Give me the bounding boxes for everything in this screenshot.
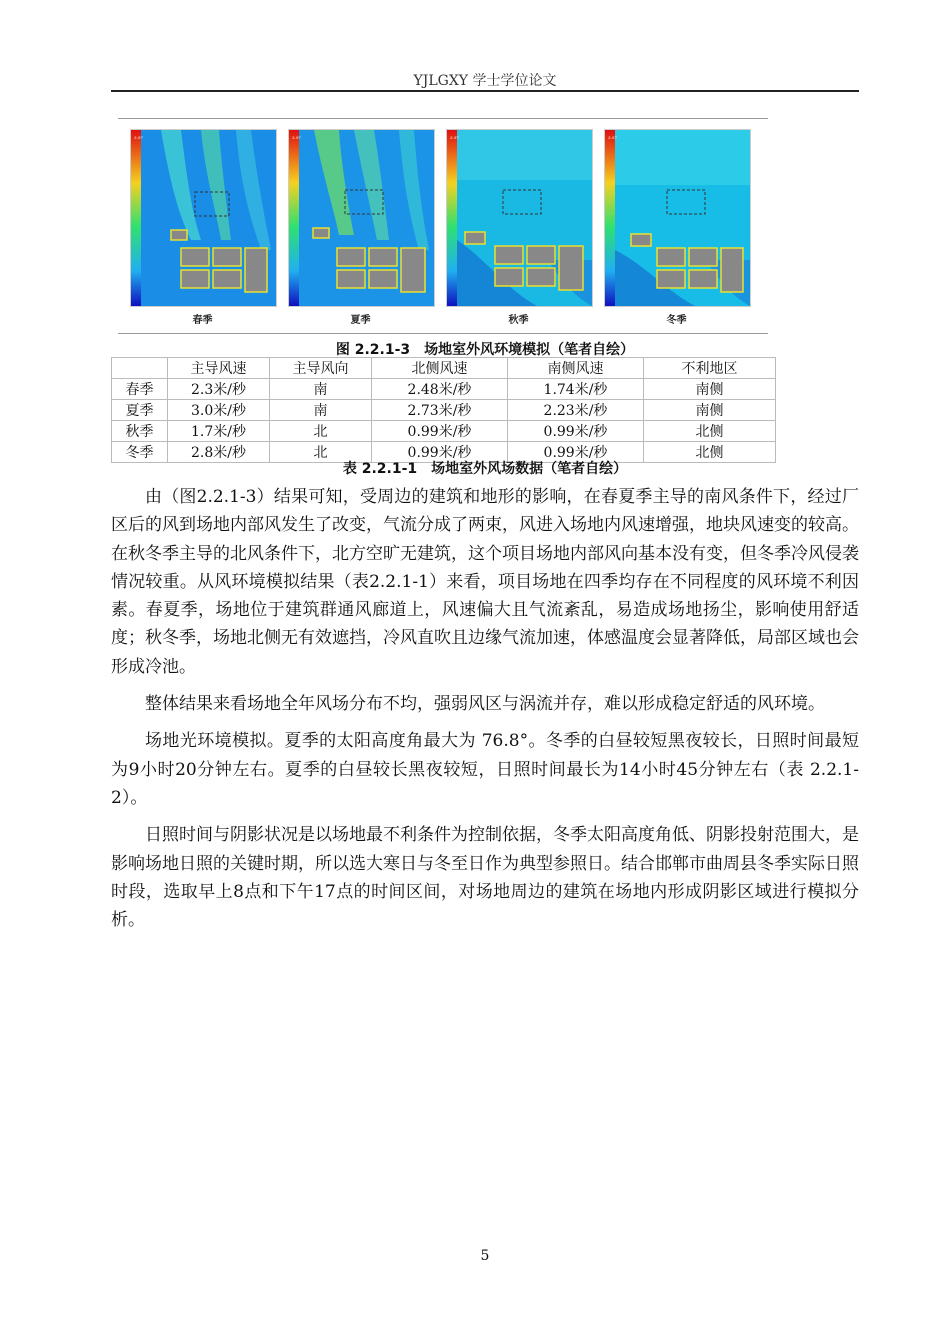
table-cell: 南 [270,379,372,400]
table-cell: 1.74米/秒 [508,379,644,400]
page-number: 5 [480,1248,490,1264]
table-cell: 2.23米/秒 [508,400,644,421]
paragraph: 由（图2.2.1-3）结果可知，受周边的建筑和地形的影响，在春夏季主导的南风条件下，经过厂区后的风到场地内部风发生了改变，气流分成了两束，风进入场地内风速增强，地块风速变的较高。在秋冬季主导的北风条件下，北方空旷无建筑，这个项目场地内部风向基本没有变，但冬季冷风侵袭情况较重。从风环境模拟结果（表2.2.1-1）来看，项目场地在四季均存在不同程度的风环境不利因素。春夏季，场地位于建筑群通风廊道上，风速偏大且气流紊乱，易造成场地扬尘，影响使用舒适度；秋冬季，场地北侧无有效遮挡，冷风直吹且边缘气流加速，体感温度会显著降低，局部区域也会形成冷池。 [111,487,859,677]
scale-max-label: 3.97 [134,135,143,140]
table-cell: 秋季 [112,421,168,442]
scale-max-label: 3.97 [292,135,301,140]
table-caption: 表 2.2.1-1 场地室外风场数据（笔者自绘） [342,461,628,477]
table-cell: 2.3米/秒 [168,379,270,400]
table-row [112,379,776,400]
table-header-cell: 主导风向 [270,358,372,379]
wind-map-graphic [605,130,750,306]
paragraph: 日照时间与阴影状况是以场地最不利条件为控制依据，冬季太阳高度角低、阴影投射范围大，是影响场地日照的关键时期，所以选大寒日与冬至日作为典型参照日。结合邯郸市曲周县冬季实际日照时段，选取早上8点和下午17点的时间区间，对场地周边的建筑在场地内形成阴影区域进行模拟分析。 [111,825,859,931]
table-cell: 北侧 [644,421,776,442]
wind-map-image [130,129,277,307]
table-header-cell: 南侧风速 [508,358,644,379]
wind-map-image [604,129,751,307]
scale-max-label: 3.97 [450,135,459,140]
table-cell: 0.99米/秒 [372,442,508,463]
panel-label: 夏季 [350,315,371,326]
body-text [111,483,859,943]
paragraph: 场地光环境模拟。夏季的太阳高度角最大为 76.8°。冬季的白昼较短黑夜较长，日照时间最短为9小时20分钟左右。夏季的白昼较长黑夜较短，日照时间最长为14小时45分钟左右（表 2.2.1-2）。 [111,731,859,808]
table-row [112,421,776,442]
table-row [112,400,776,421]
table-cell: 北 [270,442,372,463]
panel-label: 冬季 [666,315,687,326]
header-rule [111,90,859,92]
header-title: YJLGXY 学士学位论文 [413,73,557,89]
table-cell: 冬季 [112,442,168,463]
figure-caption: 图 2.2.1-3 场地室外风环境模拟（笔者自绘） [335,342,635,358]
table-header-row [112,358,776,379]
table-cell: 南侧 [644,379,776,400]
panel-label: 春季 [192,315,213,326]
table-cell: 1.7米/秒 [168,421,270,442]
panel-winter [604,129,752,326]
wind-map-graphic [131,130,276,306]
wind-simulation-figure [118,118,768,334]
table-header-cell: 北侧风速 [372,358,508,379]
wind-map-graphic [447,130,592,306]
table-cell: 0.99米/秒 [372,421,508,442]
table-cell: 0.99米/秒 [508,442,644,463]
paragraph: 整体结果来看场地全年风场分布不均，强弱风区与涡流并存，难以形成稳定舒适的风环境。 [145,694,825,715]
panel-label: 秋季 [508,315,529,326]
panel-summer [288,129,436,326]
wind-map-graphic [289,130,434,306]
wind-map-image [288,129,435,307]
table-cell: 春季 [112,379,168,400]
table-header-cell [112,358,168,379]
scale-max-label: 3.97 [608,135,617,140]
panel-autumn [446,129,594,326]
table-header-cell: 不利地区 [644,358,776,379]
panel-spring [130,129,278,326]
table-cell: 夏季 [112,400,168,421]
table-cell: 2.8米/秒 [168,442,270,463]
table-cell: 3.0米/秒 [168,400,270,421]
wind-data-table [111,357,776,463]
wind-map-image [446,129,593,307]
table-cell: 北 [270,421,372,442]
table-cell: 北侧 [644,442,776,463]
table-header-cell: 主导风速 [168,358,270,379]
table-cell: 2.73米/秒 [372,400,508,421]
table-cell: 南侧 [644,400,776,421]
table-cell: 南 [270,400,372,421]
table-cell: 0.99米/秒 [508,421,644,442]
table-cell: 2.48米/秒 [372,379,508,400]
